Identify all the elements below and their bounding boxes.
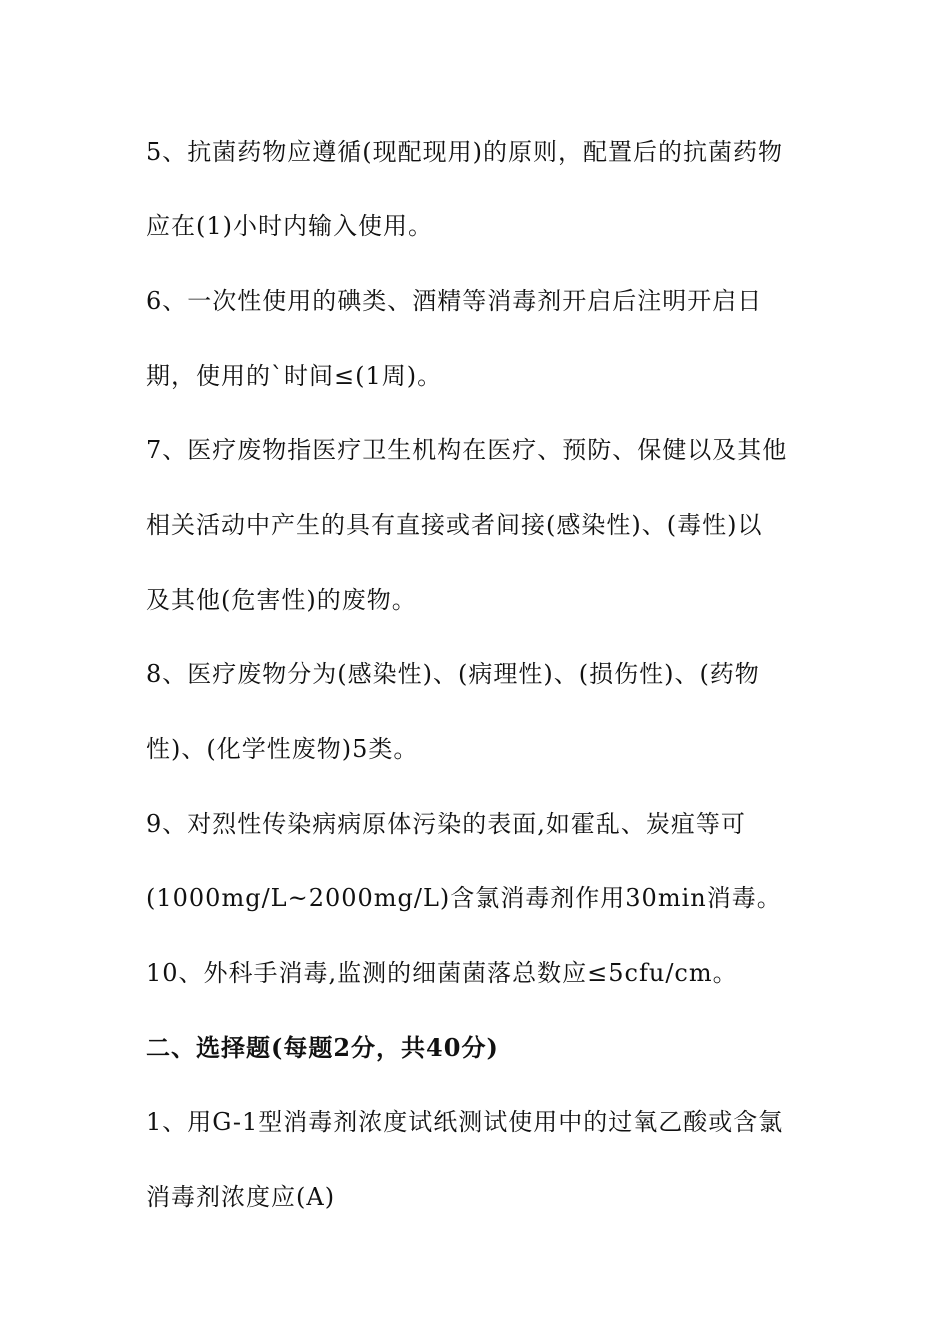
text-line-q10: 10、外科手消毒,监测的细菌菌落总数应≤5cfu/cm。 [146, 959, 738, 987]
section-heading-multiple-choice: 二、选择题(每题2分，共40分) [146, 1033, 499, 1062]
text-line-q7-part1: 7、医疗废物指医疗卫生机构在医疗、预防、保健以及其他 [146, 436, 788, 464]
text-line-q5-part2: 应在(1)小时内输入使用。 [146, 212, 433, 240]
text-line-mc1-part1: 1、用G-1型消毒剂浓度试纸测试使用中的过氧乙酸或含氯 [146, 1108, 784, 1136]
text-line-mc1-part2: 消毒剂浓度应(A) [146, 1183, 336, 1211]
text-line-q9-part2: (1000mg/L~2000mg/L)含氯消毒剂作用30min消毒。 [146, 884, 782, 912]
text-line-q9-part1: 9、对烈性传染病病原体污染的表面,如霍乱、炭疽等可 [146, 810, 746, 838]
text-line-q6-part2: 期，使用的`时间≤(1周)。 [146, 362, 443, 390]
text-line-q6-part1: 6、一次性使用的碘类、酒精等消毒剂开启后注明开启日 [146, 287, 763, 315]
text-line-q8-part1: 8、医疗废物分为(感染性)、(病理性)、(损伤性)、(药物 [146, 660, 760, 688]
text-line-q7-part3: 及其他(危害性)的废物。 [146, 586, 417, 614]
text-line-q7-part2: 相关活动中产生的具有直接或者间接(感染性)、(毒性)以 [146, 511, 763, 539]
text-line-q8-part2: 性)、(化学性废物)5类。 [146, 735, 419, 763]
text-line-q5-part1: 5、抗菌药物应遵循(现配现用)的原则，配置后的抗菌药物 [146, 138, 783, 166]
